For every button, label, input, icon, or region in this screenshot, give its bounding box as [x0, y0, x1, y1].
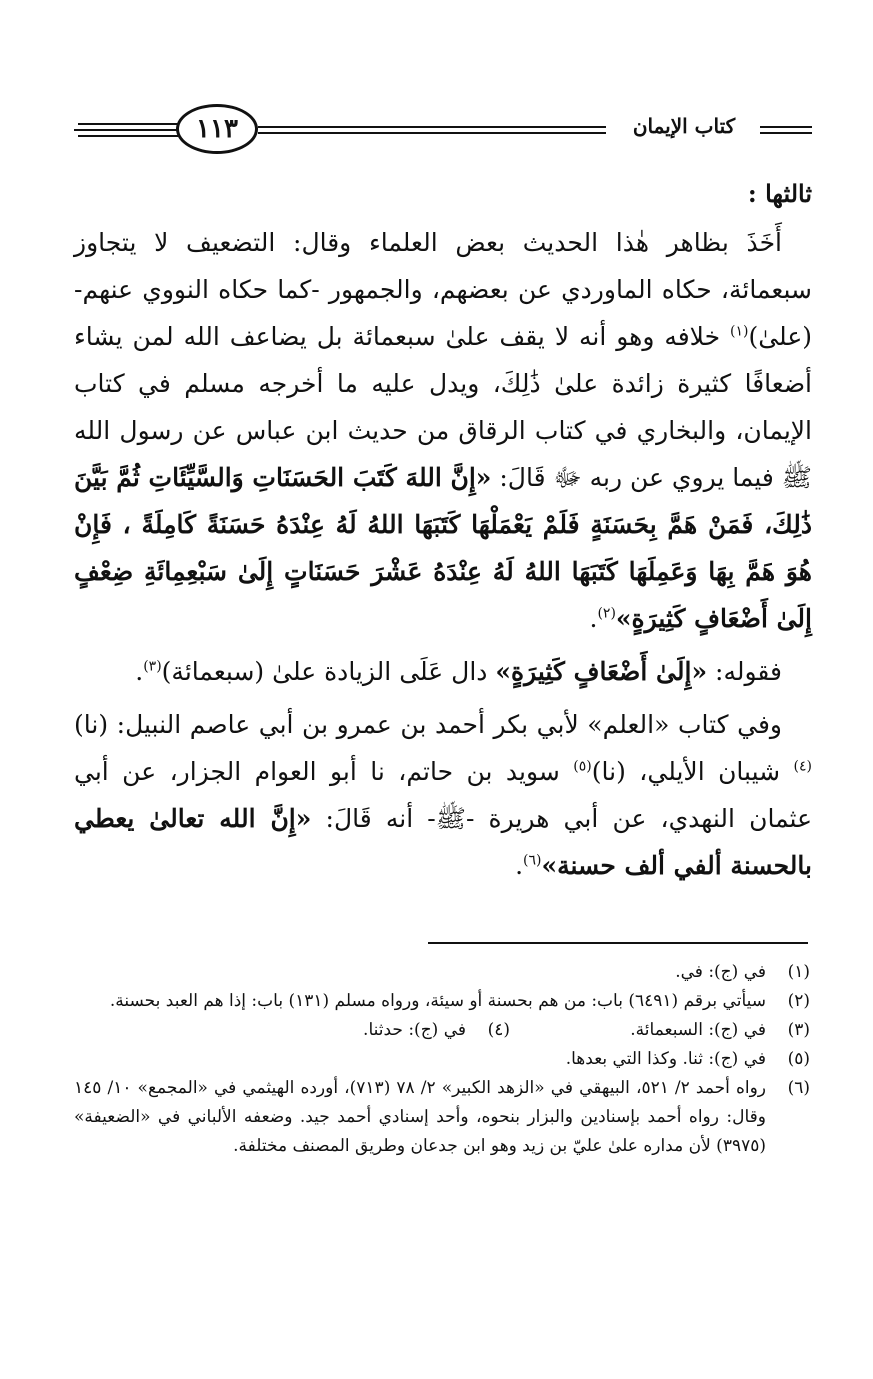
footnote-text: رواه أحمد ٢/ ٥٢١، البيهقي في «الزهد الكبير» ٢/ ٧٨ (٧١٣)، أورده الهيثمي في «المجمع» ١٠/ ١٤٥ وقال: رواه أحمد بإسنادين والبزار بنحوه، وأحد إسنادي أحمد جيد. وضعفه الألباني في «الضعيفة» (٣٩٧٥) لأن مداره علىٰ عليّ بن زيد وهو ابن جدعان وطريق المصنف مختلفة. [74, 1078, 766, 1156]
footnote-ref: (٣) [143, 658, 162, 675]
footnote-number: (٦) [787, 1078, 810, 1098]
footnote-ref: (٦) [523, 852, 542, 869]
header-rule [258, 132, 606, 134]
footnotes [74, 958, 812, 1161]
footnote-number: (٣) [787, 1020, 810, 1040]
paragraph-text: أَخَذَ بظاهر هٰذا الحديث بعض العلماء وقال: التضعيف لا يتجاوز سبعمائة، حكاه الماوردي عن بعضهم، والجمهور -كما حكاه النووي عنهم- (علىٰ) [74, 228, 812, 351]
paragraph-text: فقوله: [707, 657, 782, 686]
footnote-item [74, 1045, 812, 1074]
paragraph-text: سويد بن حاتم، نا أبو العوام الجزار، عن أبي عثمان النهدي، عن أبي هريرة -ﷺ- أنه قَالَ: [74, 757, 812, 833]
footnote-text: في (ج): في. [675, 962, 766, 982]
footnote-item [74, 1074, 812, 1161]
footnote-ref: (١) [729, 323, 749, 340]
footnote-ref: (٥) [573, 758, 592, 775]
section-heading: ثالثها : [747, 179, 812, 208]
footnote-number: (٢) [787, 991, 810, 1011]
book-title: كتاب الإيمان [632, 114, 736, 138]
footnote-item [512, 1016, 812, 1045]
footnote-text: في (ج): حدثنا. [363, 1020, 466, 1040]
footnote-pair [74, 1016, 812, 1045]
footnote-ref: (٤) [793, 758, 813, 775]
header-rule [78, 123, 178, 125]
footnote-text: في (ج): السبعمائة. [630, 1020, 766, 1040]
paragraph-3 [74, 701, 812, 889]
header-rule [760, 126, 812, 128]
paragraph-end: . [589, 604, 598, 633]
header-rule [74, 129, 178, 131]
footnote-separator [428, 942, 808, 944]
footnote-item [74, 958, 812, 987]
page-header [70, 100, 810, 160]
paragraph-text: دال عَلَى الزيادة علىٰ (سبعمائة) [161, 657, 496, 686]
footnote-number: (٤) [487, 1020, 510, 1040]
footnote-text: في (ج): ثنا. وكذا التي بعدها. [565, 1049, 766, 1069]
footnote-number: (١) [787, 962, 810, 982]
paragraph-end: . [515, 851, 524, 880]
hadith-quote: «إِنَّ الله تعالىٰ يعطي بالحسنة ألفي ألف حسنة» [74, 804, 812, 880]
paragraph-text: خلافه وهو أنه لا يقف علىٰ سبعمائة بل يضاعف الله لمن يشاء أضعافًا كثيرة زائدة علىٰ ذَٰلِكَ، ويدل عليه ما أخرجه مسلم في كتاب الإيمان، والبخاري في كتاب الرقاق من حديث ابن عباس عن رسول الله ﷺ فيما يروي عن ربه ﷻ قَالَ: [74, 322, 812, 492]
paragraph-2 [74, 648, 812, 695]
hadith-quote: «إِلَىٰ أَضْعَافٍ كَثِيرَةٍ» [495, 657, 708, 686]
main-text [74, 170, 812, 889]
header-rule [78, 135, 178, 137]
footnote-item [212, 1016, 512, 1045]
paragraph-text: شيبان الأيلي، (نا) [591, 757, 794, 786]
footnote-text: سيأتي برقم (٦٤٩١) باب: من هم بحسنة أو سيئة، ورواه مسلم (١٣١) باب: إذا هم العبد بحسنة. [109, 991, 766, 1011]
header-rule [258, 126, 606, 128]
paragraph-text: وفي كتاب «العلم» لأبي بكر أحمد بن عمرو بن أبي عاصم النبيل: (نا) [74, 710, 782, 739]
footnote-ref: (٢) [597, 605, 616, 622]
footnote-number: (٥) [787, 1049, 810, 1069]
paragraph-end: . [135, 657, 144, 686]
paragraph-1 [74, 219, 812, 642]
footnote-item [74, 987, 812, 1016]
hadith-quote: «إِنَّ اللهَ كَتَبَ الحَسَنَاتِ وَالسَّيِّئَاتِ ثُمَّ بَيَّنَ ذَٰلِكَ، فَمَنْ هَمَّ بِحَسَنَةٍ فَلَمْ يَعْمَلْهَا كَتَبَهَا اللهُ لَهُ عِنْدَهُ حَسَنَةً كَامِلَةً ، فَإِنْ هُوَ هَمَّ بِهَا وَعَمِلَهَا كَتَبَهَا اللهُ لَهُ عِنْدَهُ عَشْرَ حَسَنَاتٍ إِلَىٰ سَبْعِمِائَةِ ضِعْفٍ إِلَىٰ أَضْعَافٍ كَثِيرَةٍ» [74, 463, 812, 633]
page-number: ١١٣ [176, 104, 258, 154]
header-rule [760, 132, 812, 134]
